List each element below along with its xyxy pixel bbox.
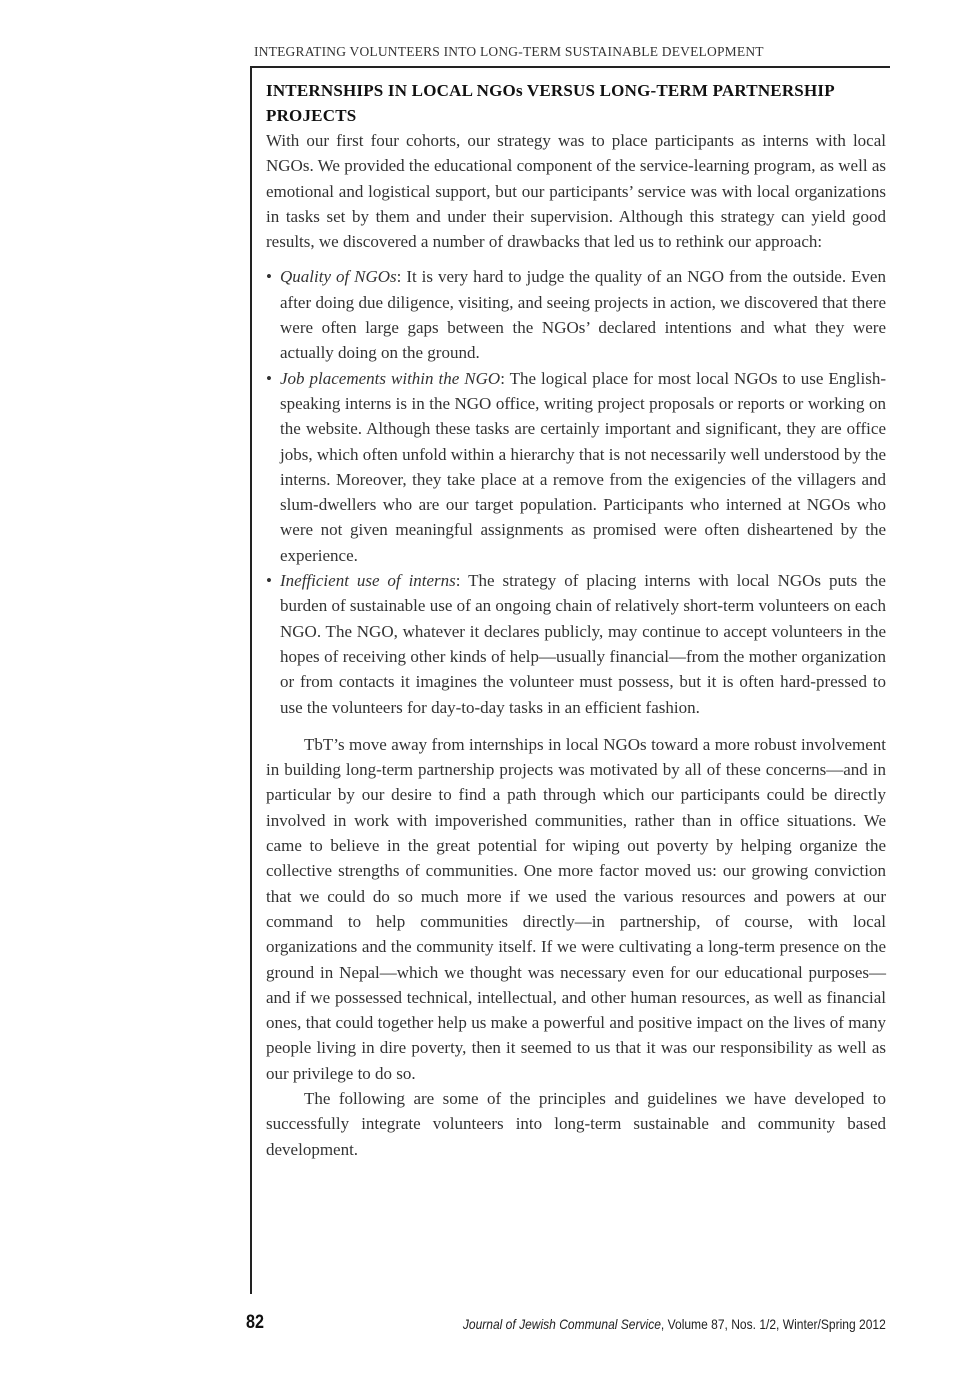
journal-citation (463, 1316, 886, 1332)
running-head: INTEGRATING VOLUNTEERS INTO LONG-TERM SUSTAINABLE DEVELOPMENT (254, 44, 764, 59)
drawbacks-list (266, 264, 886, 719)
list-item-text: : The strategy of placing interns with local NGOs puts the burden of sustainable use of an ongoing chain of relatively short-term volunteers on each NGO. The NGO, whatever it declares publicly, may continue to accept volunteers in the hopes of receiving other kinds of help—usually financial—from the mother organization or from contacts it imagines the volunteer must possess, but it is often hard-pressed to use the volunteers for day-to-day tasks in an efficient fashion. (280, 571, 886, 717)
bullet-icon: • (266, 267, 272, 287)
list-item-lead: Job placements within the NGO (280, 368, 501, 388)
bullet-icon: • (266, 368, 272, 388)
left-rule (250, 66, 252, 1294)
page-number: 82 (246, 1312, 264, 1333)
journal-details: , Volume 87, Nos. 1/2, Winter/Spring 2012 (661, 1316, 886, 1332)
list-item-text: : It is very hard to judge the quality of an NGO from the outside. Even after doing due diligence, visiting, and seeing projects in action, we discovered that there were often large gaps between the NGOs’ declared intentions and what they were actually doing on the ground. (280, 267, 886, 363)
top-rule (250, 66, 890, 68)
list-item (266, 264, 886, 365)
article-body (266, 78, 886, 1162)
list-item (266, 366, 886, 568)
body-paragraph: TbT’s move away from internships in local NGOs toward a more robust involvement in building long-term partnership projects was motivated by all of these concerns—and in particular by our desire to find a path through which our participants could be directly involved in work with impoverished communities, rather than in office situations. We came to believe in the great potential for wiping out poverty by helping organize the collective strengths of communities. One more factor moved us: our growing conviction that we could do so much more if we used the various resources and powers at our command to help communities directly—in partnership, of course, with local organizations and the community itself. If we were cultivating a long-term presence on the ground in Nepal—which we thought was necessary even for our educational purposes—and if we possessed technical, intellectual, and other human resources, as well as financial ones, that could together help us make a powerful and positive impact on the lives of many people living in dire poverty, then it seemed to us that it was our responsibility as well as our privilege to do so. (266, 734, 886, 1083)
list-item-lead: Quality of NGOs (280, 267, 397, 287)
bullet-icon: • (266, 571, 272, 591)
body-paragraph: The following are some of the principles and guidelines we have developed to successfully integrate volunteers into long-term sustainable and community based development. (266, 1088, 886, 1159)
journal-name: Journal of Jewish Communal Service (463, 1316, 662, 1332)
list-item (266, 568, 886, 720)
list-item-text: : The logical place for most local NGOs to use English-speaking interns is in the NGO office, writing project proposals or reports or working on the website. Although these tasks are certainly important and significant, they are office jobs, which often unfold within a hierarchy that is not necessarily well understood by the interns. Moreover, they take place at a remove from the exigencies of the villagers and slum-dwellers who are our target population. Participants who interned at NGOs who were not given meaningful assignments as promised were often disheartened by the experience. (280, 368, 886, 565)
intro-paragraph: With our first four cohorts, our strategy was to place participants as interns with local NGOs. We provided the educational component of the service-learning program, as well as emotional and logistical support, but our participants’ service was with local organizations in tasks set by them and under their supervision. Although this strategy can yield good results, we discovered a number of drawbacks that led us to rethink our approach: (266, 131, 886, 252)
section-title: INTERNSHIPS IN LOCAL NGOs VERSUS LONG-TERM PARTNERSHIP PROJECTS (266, 81, 834, 125)
list-item-lead: Inefficient use of interns (280, 571, 456, 591)
